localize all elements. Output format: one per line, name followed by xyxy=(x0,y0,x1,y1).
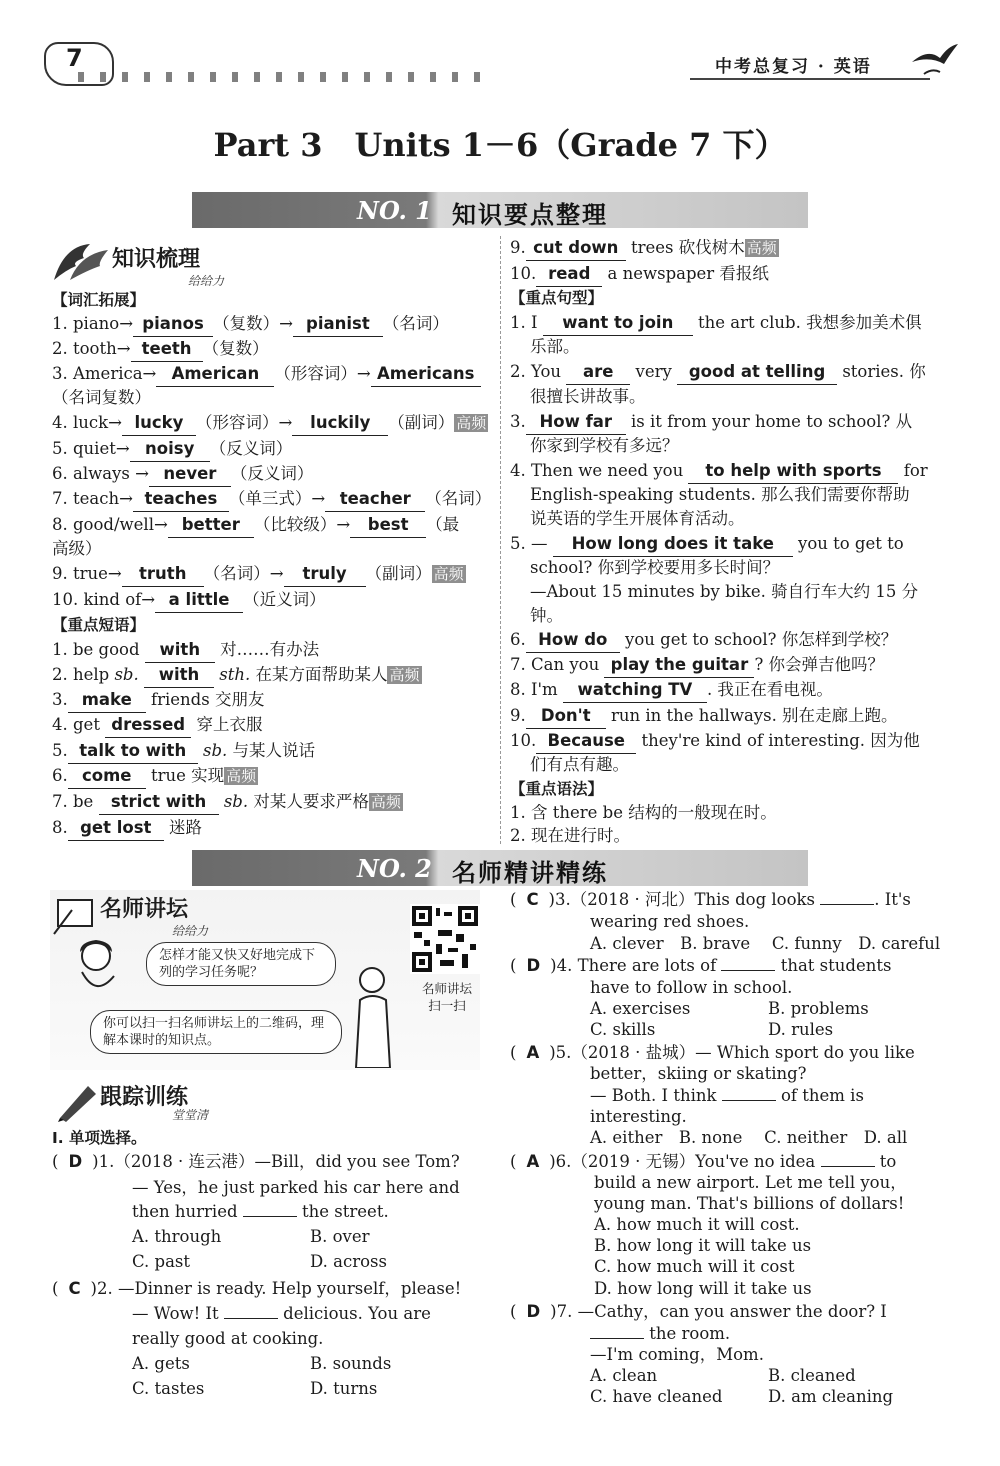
option-d: D. turns xyxy=(310,1379,378,1398)
answer: noisy xyxy=(130,437,210,462)
answer: with xyxy=(144,663,214,688)
sentence-1: 1. I want to join the art club. 我想参加美术俱 xyxy=(510,311,922,336)
phrase-item-7: 7. be strict with sb. 对某人要求严格 高频 xyxy=(52,790,403,815)
option-b: B. sounds xyxy=(310,1354,392,1373)
answer-choice: D xyxy=(526,1302,541,1321)
question-text: have to follow in school. xyxy=(590,978,793,997)
option-d: D. across xyxy=(310,1252,387,1271)
badge-teacher-title: 名师讲坛 xyxy=(100,897,189,922)
vocab-item-8: 8. good/well→ better （比较级）→ best （最 xyxy=(52,513,459,538)
header-rule xyxy=(690,78,930,80)
answer: talk to with xyxy=(68,739,198,764)
answer: better xyxy=(168,513,254,538)
header-dots-decoration xyxy=(78,72,488,82)
question-text: young man. That's billions of dollars! xyxy=(594,1194,905,1213)
question-3: ( C )3.（2018 · 河北）This dog looks . It's xyxy=(510,890,911,909)
sentence-5c: —About 15 minutes by bike. 骑自行车大约 15 分 xyxy=(530,582,919,601)
answer-choice: C xyxy=(526,890,539,909)
answer-choice: A xyxy=(526,1152,540,1171)
answer-blank xyxy=(820,891,874,905)
badge-knowledge-sub: 给给力 xyxy=(188,274,225,288)
phrase-item-9: 9. cut down trees 砍伐树木 高频 xyxy=(510,236,779,261)
question-text: — Yes，he just parked his car here and xyxy=(132,1178,460,1197)
phrase-item-6: 6. come true 实现 高频 xyxy=(52,764,258,789)
student-illustration xyxy=(66,936,136,998)
answer-choice: D xyxy=(68,1152,83,1171)
option-b: B. over xyxy=(310,1227,370,1246)
answer: make xyxy=(68,688,146,713)
answer: pianos xyxy=(133,312,213,337)
feather-icon xyxy=(50,240,112,286)
phrases-heading: 【重点短语】 xyxy=(52,616,146,634)
answer: want to join xyxy=(543,311,693,336)
column-divider xyxy=(500,236,501,844)
sentences-heading: 【重点句型】 xyxy=(510,289,604,307)
sentence-10: 10. Because they're kind of interesting. 因为他 xyxy=(510,729,920,754)
badge-practice-sub: 堂堂清 xyxy=(172,1108,209,1122)
vocab-item-2: 2. tooth→ teeth （复数） xyxy=(52,337,269,362)
sentence-8: 8. I'm watching TV . 我正在看电视。 xyxy=(510,678,833,703)
option-d: D. am cleaning xyxy=(768,1387,894,1406)
option-b: B. how long it will take us xyxy=(594,1236,812,1255)
sentence-1b: 乐部。 xyxy=(530,337,580,356)
sentence-5d: 钟。 xyxy=(530,606,563,625)
sentence-2: 2. You are very good at telling stories. 你 xyxy=(510,360,926,385)
phrase-item-1: 1. be good with 对……有办法 xyxy=(52,638,319,663)
question-text: — Both. I think of them is xyxy=(590,1086,864,1105)
answer: truth xyxy=(122,562,204,587)
qr-code-icon[interactable] xyxy=(410,904,480,974)
answer: good at telling xyxy=(677,360,837,385)
answer: are xyxy=(566,360,630,385)
answer: How do xyxy=(526,628,620,653)
option-d: D. how long will it take us xyxy=(594,1279,812,1298)
vocab-heading: 【词汇拓展】 xyxy=(52,291,146,309)
section-banner-no1 xyxy=(192,192,808,228)
option-a: A. exercises xyxy=(590,999,691,1018)
grammar-item-2: 2. 现在进行时。 xyxy=(510,826,630,845)
high-frequency-badge: 高频 xyxy=(456,414,487,432)
high-frequency-badge: 高频 xyxy=(370,793,401,811)
answer: to help with sports xyxy=(688,459,898,484)
answer: read xyxy=(536,262,602,287)
answer-choice: C xyxy=(68,1279,81,1298)
answer: Americans xyxy=(371,362,481,387)
question-text: then hurried the street. xyxy=(132,1202,389,1221)
sentence-7: 7. Can you play the guitar ? 你会弹吉他吗？ xyxy=(510,653,884,678)
banner-title: 知识要点整理 xyxy=(452,201,608,229)
answer-blank xyxy=(224,1305,278,1319)
options: A. clever B. brave C. funny D. careful xyxy=(590,934,941,953)
answer: luckily xyxy=(292,411,388,436)
blackboard-icon xyxy=(52,896,96,936)
answer: teeth xyxy=(131,337,203,362)
vocab-item-3: 3. America→ American （形容词）→ Americans xyxy=(52,362,481,387)
answer: dressed xyxy=(105,713,191,738)
option-a: A. clean xyxy=(590,1366,658,1385)
question-text: — Wow! It delicious. You are xyxy=(132,1304,431,1323)
answer: How far xyxy=(526,410,626,435)
answer-blank xyxy=(821,1153,875,1167)
sentence-3b: 你家到学校有多远？ xyxy=(530,436,679,455)
sentence-9: 9. Don't run in the hallways. 别在走廊上跑。 xyxy=(510,704,898,729)
answer: cut down xyxy=(526,236,626,261)
bird-icon xyxy=(910,40,960,80)
option-d: D. rules xyxy=(768,1020,834,1039)
answer: never xyxy=(149,462,231,487)
high-frequency-badge: 高频 xyxy=(433,565,464,583)
question-text: interesting. xyxy=(590,1107,687,1126)
answer: Because xyxy=(536,729,636,754)
option-b: B. problems xyxy=(768,999,869,1018)
option-a: A. through xyxy=(132,1227,222,1246)
teacher-illustration xyxy=(346,964,400,1068)
options: A. either B. none C. neither D. all xyxy=(590,1128,908,1147)
phrase-item-2: 2. help sb. with sth. 在某方面帮助某人 高频 xyxy=(52,663,422,688)
option-c: C. tastes xyxy=(132,1379,205,1398)
vocab-item-5: 5. quiet→ noisy （反义词） xyxy=(52,437,292,462)
vocab-item-1: 1. piano→ pianos （复数）→ pianist （名词） xyxy=(52,312,449,337)
answer-choice: D xyxy=(526,956,541,975)
badge-practice-title: 跟踪训练 xyxy=(100,1085,189,1110)
banner-number: NO. 1 xyxy=(357,196,432,225)
answer: Don't xyxy=(526,704,606,729)
sentence-5b: school? 你到学校要用多长时间？ xyxy=(530,558,780,577)
vocab-item-10: 10. kind of→ a little （近义词） xyxy=(52,588,326,613)
answer: pianist xyxy=(293,312,383,337)
grammar-heading: 【重点语法】 xyxy=(510,780,604,798)
badge-teacher-sub: 给给力 xyxy=(172,924,209,938)
high-frequency-badge: 高频 xyxy=(226,767,257,785)
question-5: ( A )5.（2018 · 盐城）— Which sport do you like xyxy=(510,1043,915,1062)
exercise-heading: Ⅰ. 单项选择。 xyxy=(52,1129,147,1147)
page-number: 7 xyxy=(66,44,83,72)
banner-title: 名师精讲精练 xyxy=(452,859,608,887)
answer: American xyxy=(156,362,274,387)
answer: truly xyxy=(284,562,366,587)
option-c: C. past xyxy=(132,1252,191,1271)
sentence-4: 4. Then we need you to help with sports for xyxy=(510,459,928,484)
phrase-item-4: 4. get dressed 穿上衣服 xyxy=(52,713,262,738)
answer-blank xyxy=(243,1203,297,1217)
answer: teaches xyxy=(133,487,229,512)
question-6: ( A )6.（2019 · 无锡）You've no idea to xyxy=(510,1152,897,1171)
phrase-item-5: 5. talk to with sb. 与某人说话 xyxy=(52,739,315,764)
question-text: better，skiing or skating? xyxy=(590,1064,807,1083)
badge-knowledge-title: 知识梳理 xyxy=(112,247,201,272)
answer: a little xyxy=(155,588,243,613)
answer: best xyxy=(350,513,426,538)
question-1: ( D )1.（2018 · 连云港）—Bill，did you see Tom? xyxy=(52,1152,460,1171)
high-frequency-badge: 高频 xyxy=(746,239,777,257)
phrase-item-3: 3. make friends 交朋友 xyxy=(52,688,264,713)
phrase-item-10: 10. read a newspaper 看报纸 xyxy=(510,262,769,287)
answer: watching TV xyxy=(563,678,707,703)
answer-blank xyxy=(722,1087,776,1101)
section-banner-no2 xyxy=(192,850,808,886)
high-frequency-badge: 高频 xyxy=(389,666,420,684)
option-b: B. cleaned xyxy=(768,1366,856,1385)
option-c: C. have cleaned xyxy=(590,1387,723,1406)
answer-choice: A xyxy=(526,1043,540,1062)
option-a: A. how much it will cost. xyxy=(594,1215,800,1234)
question-text: really good at cooking. xyxy=(132,1329,324,1348)
series-title: 中考总复习 · 英语 xyxy=(715,57,872,77)
qr-label: 名师讲坛 扫一扫 xyxy=(421,981,472,1013)
vocab-item-7: 7. teach→ teaches （单三式）→ teacher （名词） xyxy=(52,487,491,512)
question-text: build a new airport. Let me tell you， xyxy=(594,1173,907,1192)
question-text: the room. xyxy=(590,1322,730,1346)
page-title: Part 3 Units 1－6（Grade 7 下） xyxy=(213,126,787,164)
answer: How long does it take xyxy=(553,532,793,557)
answer: get lost xyxy=(68,816,164,841)
answer: teacher xyxy=(325,487,425,512)
option-c: C. how much will it cost xyxy=(594,1257,795,1276)
vocab-item-9: 9. true→ truth （名词）→ truly （副词） 高频 xyxy=(52,562,466,587)
answer: lucky xyxy=(122,411,196,436)
banner-number: NO. 2 xyxy=(357,854,432,883)
vocab-item-8b: 高级） xyxy=(52,539,102,558)
answer: play the guitar xyxy=(604,653,754,678)
answer: come xyxy=(68,764,146,789)
question-text: —I'm coming，Mom. xyxy=(590,1345,764,1364)
sentence-5: 5. — How long does it take you to get to xyxy=(510,532,904,557)
sentence-4c: 说英语的学生开展体育活动。 xyxy=(530,509,745,528)
question-bubble: 怎样才能又快又好地完成下列的学习任务呢？ xyxy=(146,942,336,986)
phrase-item-8: 8. get lost 迷路 xyxy=(52,816,202,841)
answer-bubble: 你可以扫一扫名师讲坛上的二维码，理解本课时的知识点。 xyxy=(90,1010,342,1054)
question-7: ( D )7. —Cathy，can you answer the door? I xyxy=(510,1302,887,1321)
question-4: ( D )4. There are lots of that students xyxy=(510,956,892,975)
answer-blank xyxy=(590,1325,644,1339)
option-a: A. gets xyxy=(132,1354,190,1373)
sentence-3: 3. How far is it from your home to school? 从 xyxy=(510,410,912,435)
sentence-2b: 很擅长讲故事。 xyxy=(530,387,646,406)
sentence-4b: English-speaking students. 那么我们需要你帮助 xyxy=(530,485,910,504)
sentence-10b: 们有点有趣。 xyxy=(530,755,629,774)
pen-icon xyxy=(54,1082,100,1122)
answer: strict with xyxy=(99,790,219,815)
vocab-item-4: 4. luck→ lucky （形容词）→ luckily （副词） 高频 xyxy=(52,411,488,436)
grammar-item-1: 1. 含 there be 结构的一般现在时。 xyxy=(510,803,777,822)
answer: with xyxy=(145,638,215,663)
answer-blank xyxy=(721,957,775,971)
vocab-item-3b: （名词复数） xyxy=(52,388,151,407)
vocab-item-6: 6. always → never （反义词） xyxy=(52,462,313,487)
question-text: wearing red shoes. xyxy=(590,912,750,931)
question-2: ( C )2. —Dinner is ready. Help yourself，please! xyxy=(52,1279,462,1298)
option-c: C. skills xyxy=(590,1020,656,1039)
sentence-6: 6. How do you get to school? 你怎样到学校？ xyxy=(510,628,897,653)
